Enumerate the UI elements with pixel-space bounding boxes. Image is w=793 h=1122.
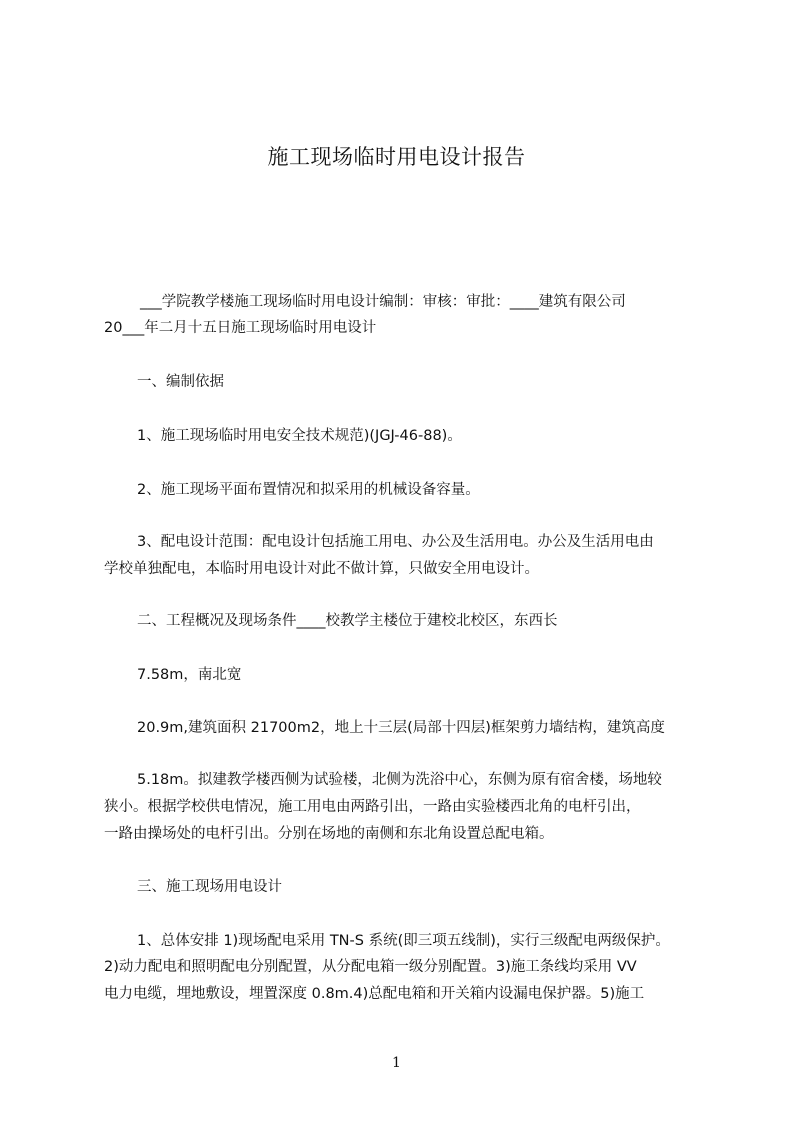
basis-item-2: 2、施工现场平面布置情况和拟采用的机械设备容量。 [137, 482, 480, 498]
design-paragraph-1-line-1: 1、总体安排 1)现场配电采用 TN-S 系统(即三项五线制)，实行三级配电两级保护。 [137, 933, 670, 949]
section-heading-3: 三、施工现场用电设计 [137, 879, 282, 895]
section-heading-2: 二、工程概况及现场条件____校教学主楼位于建校北校区，东西长 [137, 613, 558, 629]
page-title: 施工现场临时用电设计报告 [267, 145, 526, 169]
basis-item-3-line-1: 3、配电设计范围：配电设计包括施工用电、办公及生活用电。办公及生活用电由 [137, 534, 654, 550]
page-number: 1 [392, 1055, 401, 1071]
overview-paragraph-3-line-2: 狭小。根据学校供电情况，施工用电由两路引出，一路由实验楼西北角的电杆引出， [104, 799, 641, 815]
basis-item-1: 1、施工现场临时用电安全技术规范)(JGJ-46-88)。 [137, 428, 462, 444]
overview-paragraph-3-line-3: 一路由操场处的电杆引出。分别在场地的南侧和东北角设置总配电箱。 [104, 826, 554, 842]
basis-item-3-line-2: 学校单独配电，本临时用电设计对此不做计算，只做安全用电设计。 [104, 561, 539, 577]
intro-line-1: ___学院教学楼施工现场临时用电设计编制：审核：审批：____建筑有限公司 [140, 294, 626, 310]
overview-paragraph-1: 7.58m，南北宽 [137, 667, 242, 683]
design-paragraph-1-line-2: 2)动力配电和照明配电分别配置，从分配电箱一级分别配置。3)施工条线均采用 VV [104, 959, 637, 975]
section-heading-1: 一、编制依据 [137, 374, 224, 390]
overview-paragraph-2: 20.9m,建筑面积 21700m2，地上十三层(局部十四层)框架剪力墙结构，建筑高度 [137, 720, 665, 736]
overview-paragraph-3-line-1: 5.18m。拟建教学楼西侧为试验楼，北侧为洗浴中心，东侧为原有宿舍楼，场地较 [137, 772, 662, 788]
design-paragraph-1-line-3: 电力电缆，埋地敷设，埋置深度 0.8m.4)总配电箱和开关箱内设漏电保护器。5)施工 [104, 986, 645, 1002]
intro-line-2: 20___年二月十五日施工现场临时用电设计 [104, 320, 377, 336]
